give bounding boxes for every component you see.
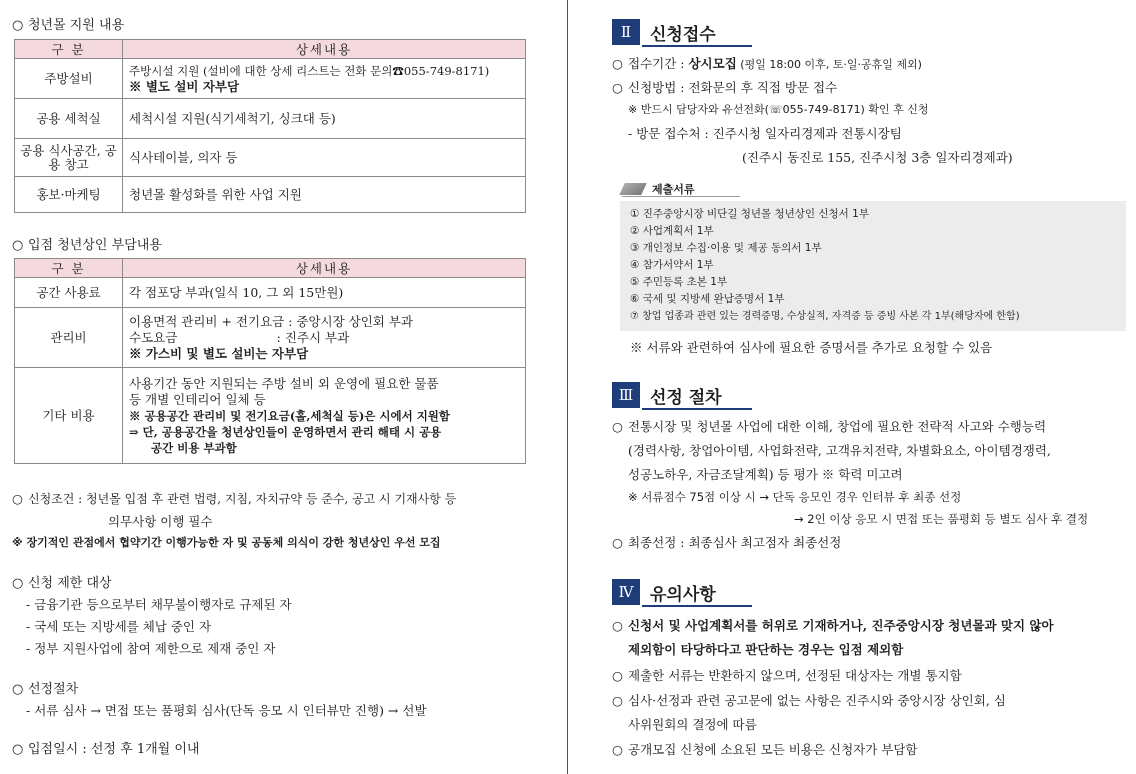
docs-header: 제출서류 <box>622 181 695 197</box>
left-column <box>12 0 532 774</box>
list-item: ⑥ 국세 및 지방세 완납증명서 1부 <box>630 293 785 305</box>
entry-date: ○ 입점일시 : 선정 후 1개월 이내 <box>12 742 200 757</box>
notice-2: ○ 제출한 서류는 반환하지 않으며, 선정된 대상자는 개별 통지함 <box>612 668 962 683</box>
table-row: 공간 사용료 각 점포당 부과(일식 10, 그 외 15만원) <box>15 278 526 308</box>
docs-note: ※ 서류와 관련하여 심사에 필요한 증명서를 추가로 요청할 수 있음 <box>630 340 993 355</box>
section-4-number: Ⅳ <box>612 579 640 605</box>
folder-icon <box>619 183 647 195</box>
evaluation-note-2: → 2인 이상 응모 시 면접 또는 품평회 등 별도 심사 후 결정 <box>794 512 1089 526</box>
application-method: ○ 신청방법 : 전화문의 후 직접 방문 접수 <box>612 80 838 95</box>
table-row: 기타 비용 사용기간 동안 지원되는 주방 설비 외 운영에 필요한 물품 등 개별 인테리어 일체 등 ※ 공용공간 관리비 및 전기요금(홀,세척실 등)은 시에서 지원함 ⇒ 단, 공용공간을 청년상인들이 운영하면서 관리 해태 시 공용 공간 비용 부과함 <box>15 368 526 464</box>
right-column <box>608 0 1128 774</box>
restriction-item-2: - 국세 또는 지방세를 체납 중인 자 <box>26 619 212 634</box>
table-row: 주방설비 주방시설 지원 (설비에 대한 상세 리스트는 전화 문의☎055-749-8171) ※ 별도 설비 자부담 <box>15 59 526 99</box>
selection-item: - 서류 심사 → 면접 또는 품평회 심사(단독 응모 시 인터뷰만 진행) → 선발 <box>26 703 427 718</box>
notice-3-line-2: 사위원회의 결정에 따름 <box>628 717 757 732</box>
burden-table-header-category: 구 분 <box>15 259 123 278</box>
section-3-number: Ⅲ <box>612 382 640 408</box>
burden-heading: ○ 입점 청년상인 부담내용 <box>12 238 162 253</box>
docs-list <box>620 201 1126 331</box>
page-divider <box>567 0 568 774</box>
list-item: ① 진주중앙시장 비단길 청년몰 청년상인 신청서 1부 <box>630 208 869 220</box>
restriction-item-3: - 정부 지원사업에 참여 제한으로 제재 중인 자 <box>26 641 276 656</box>
list-item: ⑤ 주민등록 초본 1부 <box>630 276 728 288</box>
application-place: - 방문 접수처 : 진주시청 일자리경제과 전통시장팀 <box>628 126 902 141</box>
list-item: ② 사업계획서 1부 <box>630 225 714 237</box>
section-3-title: Ⅲ 선정 절차 <box>612 381 722 409</box>
section-3-rule <box>642 408 752 410</box>
table-row: 공용 세척실 세척시설 지원(식기세척기, 싱크대 등) <box>15 99 526 139</box>
section-4-title: Ⅳ 유의사항 <box>612 578 716 606</box>
support-table <box>14 39 526 213</box>
docs-rule <box>622 196 740 197</box>
evaluation-line-1: ○ 전통시장 및 청년몰 사업에 대한 이해, 창업에 필요한 전략적 사고와 수행능력 <box>612 419 1047 434</box>
list-item: ③ 개인정보 수집·이용 및 제공 동의서 1부 <box>630 242 822 254</box>
application-note: ※ 반드시 담당자와 유선전화(☏055-749-8171) 확인 후 신청 <box>628 103 929 116</box>
burden-table <box>14 258 526 464</box>
section-4-rule <box>642 605 752 607</box>
evaluation-note-1: ※ 서류점수 75점 이상 시 → 단독 응모인 경우 인터뷰 후 최종 선정 <box>628 490 962 504</box>
condition-line-1: ○ 신청조건 : 청년몰 입점 후 관련 법령, 지침, 자치규약 등 준수, 공고 시 기재사항 등 <box>12 491 457 506</box>
final-selection: ○ 최종선정 : 최종심사 최고점자 최종선정 <box>612 535 842 550</box>
evaluation-line-3: 성공노하우, 자금조달계획) 등 평가 ※ 학력 미고려 <box>628 467 903 482</box>
evaluation-line-2: (경력사항, 창업아이템, 사업화전략, 고객유치전략, 차별화요소, 아이템경쟁력, <box>628 443 1051 458</box>
table-row: 홍보·마케팅 청년몰 활성화를 위한 사업 지원 <box>15 177 526 213</box>
restriction-item-1: - 금융기관 등으로부터 채무불이행자로 규제된 자 <box>26 597 292 612</box>
condition-line-2: 의무사항 이행 필수 <box>108 514 213 529</box>
section-2-number: Ⅱ <box>612 19 640 45</box>
support-table-header-category: 구 분 <box>15 40 123 59</box>
list-item: ④ 참가서약서 1부 <box>630 259 714 271</box>
section-2-rule <box>642 45 752 47</box>
notice-1-line-2: 제외함이 타당하다고 판단하는 경우는 입점 제외함 <box>628 642 904 657</box>
restriction-heading: ○ 신청 제한 대상 <box>12 576 112 591</box>
notice-4: ○ 공개모집 신청에 소요된 모든 비용은 신청자가 부담함 <box>612 742 918 757</box>
support-heading: ○ 청년몰 지원 내용 <box>12 18 125 33</box>
section-2-title: Ⅱ 신청접수 <box>612 18 716 46</box>
burden-table-header-detail: 상세내용 <box>123 259 526 278</box>
selection-heading: ○ 선정절차 <box>12 682 79 697</box>
notice-3-line-1: ○ 심사·선정과 관련 공고문에 없는 사항은 진주시와 중앙시장 상인회, 심 <box>612 693 1006 708</box>
application-address: (진주시 동진로 155, 진주시청 3층 일자리경제과) <box>742 150 1013 165</box>
condition-note: ※ 장기적인 관점에서 협약기간 이행가능한 자 및 공동체 의식이 강한 청년상인 우선 모집 <box>12 536 441 549</box>
table-row: 관리비 이용면적 관리비 + 전기요금 : 중앙시장 상인회 부과 수도요금 : 진주시 부과 ※ 가스비 및 별도 설비는 자부담 <box>15 308 526 368</box>
table-row: 공용 식사공간, 공용 창고 식사테이블, 의자 등 <box>15 139 526 177</box>
support-table-header-detail: 상세내용 <box>123 40 526 59</box>
list-item: ⑦ 창업 업종과 관련 있는 경력증명, 수상실적, 자격증 등 증빙 사본 각 1부(해당자에 한함) <box>630 311 1020 322</box>
notice-1-line-1: ○ 신청서 및 사업계획서를 허위로 기재하거나, 진주중앙시장 청년몰과 맞지 않아 <box>612 618 1054 633</box>
application-period: ○ 접수기간 : 상시모집 (평일 18:00 이후, 토·일·공휴일 제외) <box>612 56 922 71</box>
